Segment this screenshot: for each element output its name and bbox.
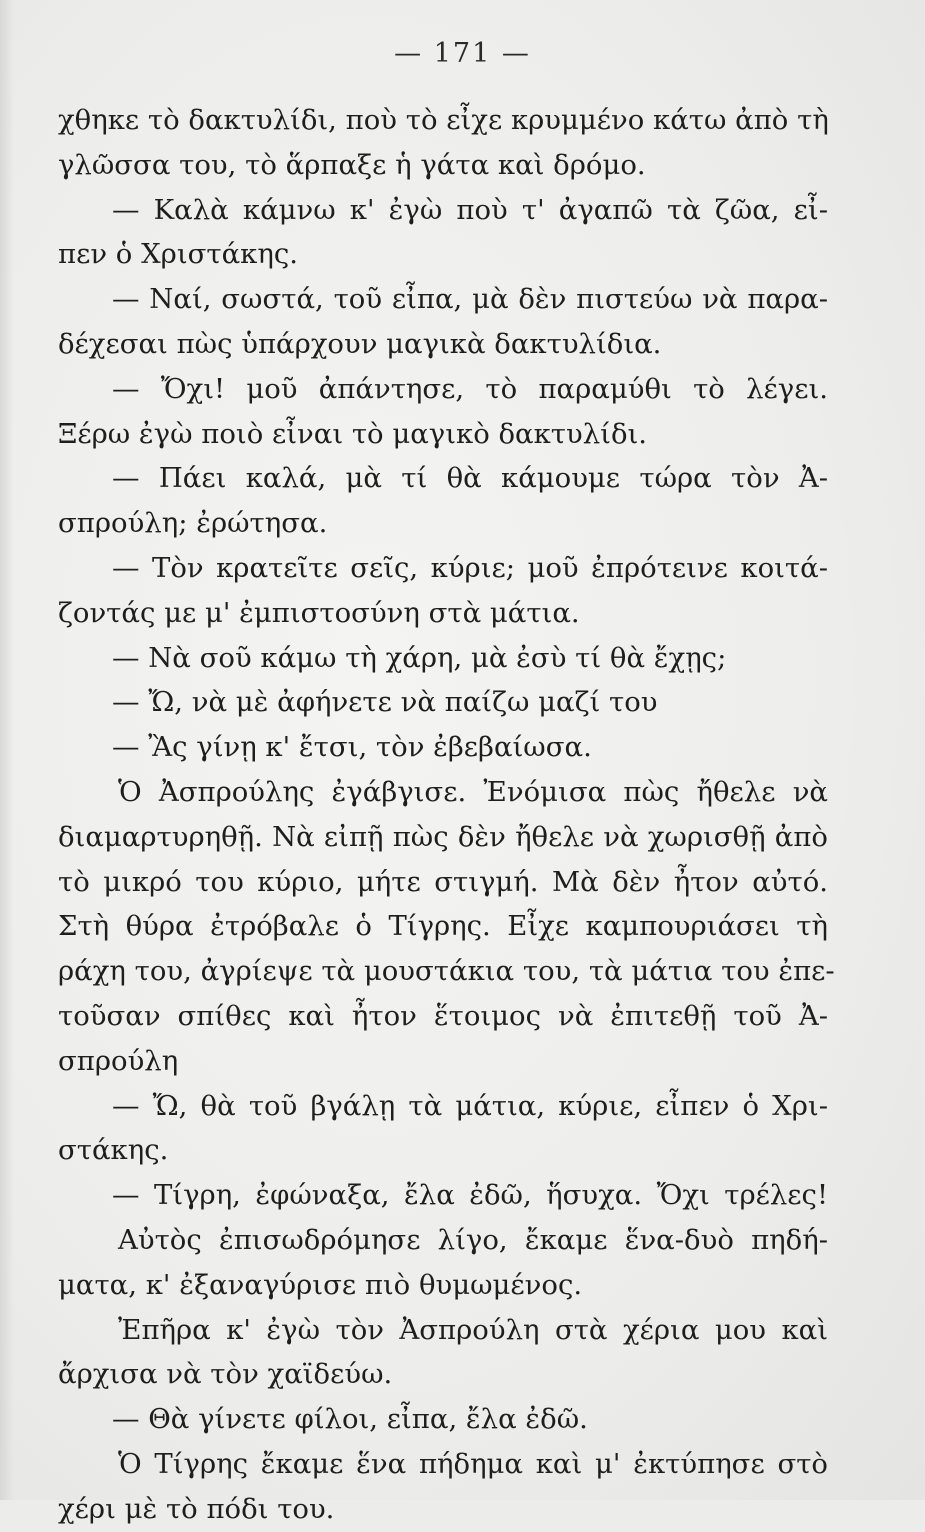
text-line: δέχεσαι πὼς ὑπάρχουν μαγικὰ δακτυλίδια. xyxy=(58,327,662,360)
text-line: τὸ μικρό του κύριο, μήτε στιγμή. Μὰ δὲν ἦτον αὐτό. xyxy=(58,865,828,898)
text-line: — Ὤ, νὰ μὲ ἀφήνετε νὰ παίζω μαζί του xyxy=(112,686,658,719)
text-line: — Ναί, σωστά, τοῦ εἶπα, μὰ δὲν πιστεύω νὰ παρα- xyxy=(112,283,828,316)
text-line: πεν ὁ Χριστάκης. xyxy=(58,238,298,271)
body-text xyxy=(58,98,835,1532)
text-line: διαμαρτυρηθῇ. Νὰ εἰπῇ πὼς δὲν ἤθελε νὰ χωρισθῇ ἀπὸ xyxy=(58,820,828,853)
text-line: χέρι μὲ τὸ πόδι του. xyxy=(58,1492,335,1525)
text-line: — Καλὰ κάμνω κ' ἐγὼ ποὺ τ' ἀγαπῶ τὰ ζῶα, εἶ- xyxy=(112,193,828,226)
page-number: — 171 — xyxy=(394,38,531,69)
text-line: Ὁ Τίγρης ἔκαμε ἕνα πήδημα καὶ μ' ἐκτύπησε στὸ xyxy=(118,1447,828,1480)
text-line: στάκης. xyxy=(58,1134,169,1167)
text-line: γλῶσσα του, τὸ ἅρπαξε ἡ γάτα καὶ δρόμο. xyxy=(58,148,646,181)
text-line: — Πάει καλά, μὰ τί θὰ κάμουμε τώρα τὸν Ἀ- xyxy=(112,462,828,495)
text-line: — Νὰ σοῦ κάμω τὴ χάρη, μὰ ἐσὺ τί θὰ ἔχῃς; xyxy=(112,641,727,674)
text-line: σπρούλη; ἐρώτησα. xyxy=(58,507,328,540)
text-line: ράχη του, ἀγρίεψε τὰ μουστάκια του, τὰ μάτια του ἐπε- xyxy=(58,955,835,988)
text-line: — Ὄχι! μοῦ ἀπάντησε, τὸ παραμύθι τὸ λέγει. xyxy=(112,372,828,405)
text-line: Αὐτὸς ἐπισωδρόμησε λίγο, ἔκαμε ἕνα-δυὸ πηδή- xyxy=(118,1223,828,1256)
text-line: χθηκε τὸ δακτυλίδι, ποὺ τὸ εἶχε κρυμμένο κάτω ἀπὸ τὴ xyxy=(58,104,829,136)
page-edge-shadow xyxy=(0,0,14,1500)
text-line: — Τίγρη, ἐφώναξα, ἔλα ἐδῶ, ἥσυχα. Ὄχι τρέλες! xyxy=(112,1179,828,1212)
text-line: ἄρχισα νὰ τὸν χαϊδεύω. xyxy=(58,1358,393,1391)
text-line: — Τὸν κρατεῖτε σεῖς, κύριε; μοῦ ἐπρότεινε κοιτά- xyxy=(112,551,828,584)
text-line: σπρούλη xyxy=(58,1044,179,1077)
text-line: Στὴ θύρα ἐτρόβαλε ὁ Τίγρης. Εἶχε καμπουριάσει τὴ xyxy=(58,910,828,943)
text-line: — Ὤ, θὰ τοῦ βγάλῃ τὰ μάτια, κύριε, εἶπεν ὁ Χρι- xyxy=(112,1089,828,1122)
text-line: Ὁ Ἀσπρούλης ἐγάβγισε. Ἐνόμισα πὼς ἤθελε νὰ xyxy=(118,775,828,808)
text-line: — Θὰ γίνετε φίλοι, εἶπα, ἔλα ἐδῶ. xyxy=(112,1403,588,1436)
text-line: ματα, κ' ἐξαναγύρισε πιὸ θυμωμένος. xyxy=(58,1268,583,1301)
text-line: Ξέρω ἐγὼ ποιὸ εἶναι τὸ μαγικὸ δακτυλίδι. xyxy=(58,417,648,450)
text-line: Ἐπῆρα κ' ἐγὼ τὸν Ἀσπρούλη στὰ χέρια μου καὶ xyxy=(118,1313,828,1346)
text-line: — Ἂς γίνῃ κ' ἔτσι, τὸν ἐβεβαίωσα. xyxy=(112,731,592,764)
text-line: τοῦσαν σπίθες καὶ ἦτον ἕτοιμος νὰ ἐπιτεθῇ τοῦ Ἀ- xyxy=(58,999,828,1032)
text-line: ζοντάς με μ' ἐμπιστοσύνη στὰ μάτια. xyxy=(58,596,580,629)
